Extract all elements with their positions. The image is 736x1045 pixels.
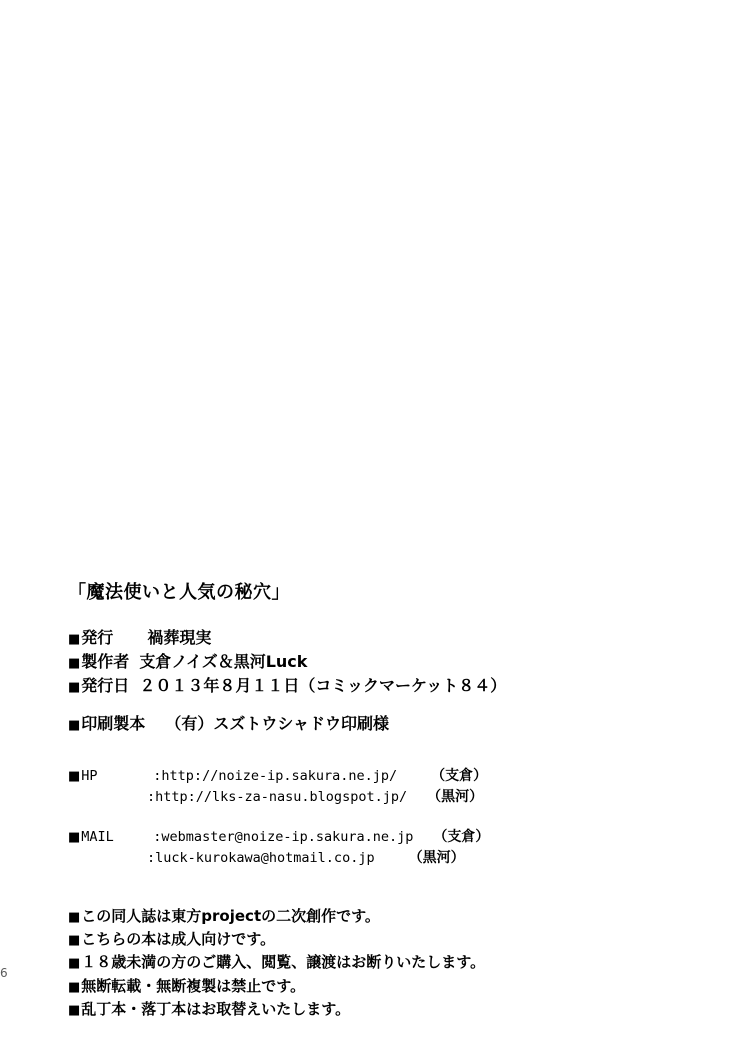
square-bullet-icon: ■: [68, 956, 81, 972]
publication-row: [68, 650, 688, 674]
publication-row: [68, 674, 688, 698]
publication-row: [68, 626, 688, 650]
mail-row-secondary: [68, 848, 688, 869]
mail-owner-primary: （支倉）: [433, 829, 490, 846]
hp-row-primary: [68, 766, 688, 787]
notice-item: [68, 998, 688, 1021]
colophon-block: [68, 578, 688, 1037]
notice-list: [68, 905, 688, 1021]
square-bullet-icon: ■: [68, 909, 81, 925]
notice-text: この同人誌は東方projectの二次創作です。: [81, 906, 380, 925]
publication-info: [68, 626, 688, 736]
publication-label: 発行: [81, 628, 114, 647]
hp-owner-primary: （支倉）: [431, 768, 488, 784]
notice-text: １８歳未満の方のご購入、閲覧、譲渡はお断りいたします。: [81, 953, 486, 972]
hp-owner-secondary: （黒河）: [427, 788, 484, 805]
publication-label: 発行日: [81, 676, 130, 695]
square-bullet-icon: ■: [68, 1002, 81, 1018]
square-bullet-icon: ■: [68, 680, 81, 695]
square-bullet-icon: ■: [68, 933, 81, 949]
mail-label: MAIL: [81, 829, 114, 846]
publication-value: 支倉ノイズ＆黒河Luck: [139, 652, 308, 671]
contact-info: [68, 766, 688, 869]
notice-item: [68, 905, 688, 928]
notice-item: [68, 975, 688, 998]
publication-value: ２０１３年８月１１日（コミックマーケット８４）: [139, 676, 507, 695]
hp-url-primary[interactable]: :http://noize-ip.sakura.ne.jp/: [153, 768, 398, 784]
square-bullet-icon: ■: [68, 718, 81, 733]
square-bullet-icon: ■: [68, 830, 81, 846]
hp-row-secondary: [68, 787, 688, 808]
page-number: 6: [0, 966, 8, 980]
printing-label: 印刷製本: [81, 714, 146, 733]
printing-value: （有）スズトウシャドウ印刷様: [165, 714, 389, 733]
publication-value: 禍葬現実: [147, 628, 212, 647]
publication-label: 製作者: [81, 652, 130, 671]
mail-row-primary: [68, 827, 688, 848]
square-bullet-icon: ■: [68, 632, 81, 647]
hp-label: HP: [81, 768, 98, 784]
work-title: 「魔法使いと人気の秘穴」: [68, 582, 290, 603]
square-bullet-icon: ■: [68, 769, 81, 784]
mail-address-secondary[interactable]: :luck-kurokawa@hotmail.co.jp: [147, 850, 375, 867]
square-bullet-icon: ■: [68, 656, 81, 671]
notice-text: 無断転載・無断複製は禁止です。: [81, 976, 306, 995]
notice-text: こちらの本は成人向けです。: [81, 930, 276, 949]
mail-owner-secondary: （黒河）: [408, 850, 465, 867]
square-bullet-icon: ■: [68, 979, 81, 995]
hp-url-secondary[interactable]: :http://lks-za-nasu.blogspot.jp/: [147, 788, 408, 805]
notice-item: [68, 951, 688, 974]
mail-address-primary[interactable]: :webmaster@noize-ip.sakura.ne.jp: [153, 829, 414, 846]
notice-text: 乱丁本・落丁本はお取替えいたします。: [81, 999, 351, 1018]
notice-item: [68, 928, 688, 951]
printing-row: [68, 712, 688, 736]
